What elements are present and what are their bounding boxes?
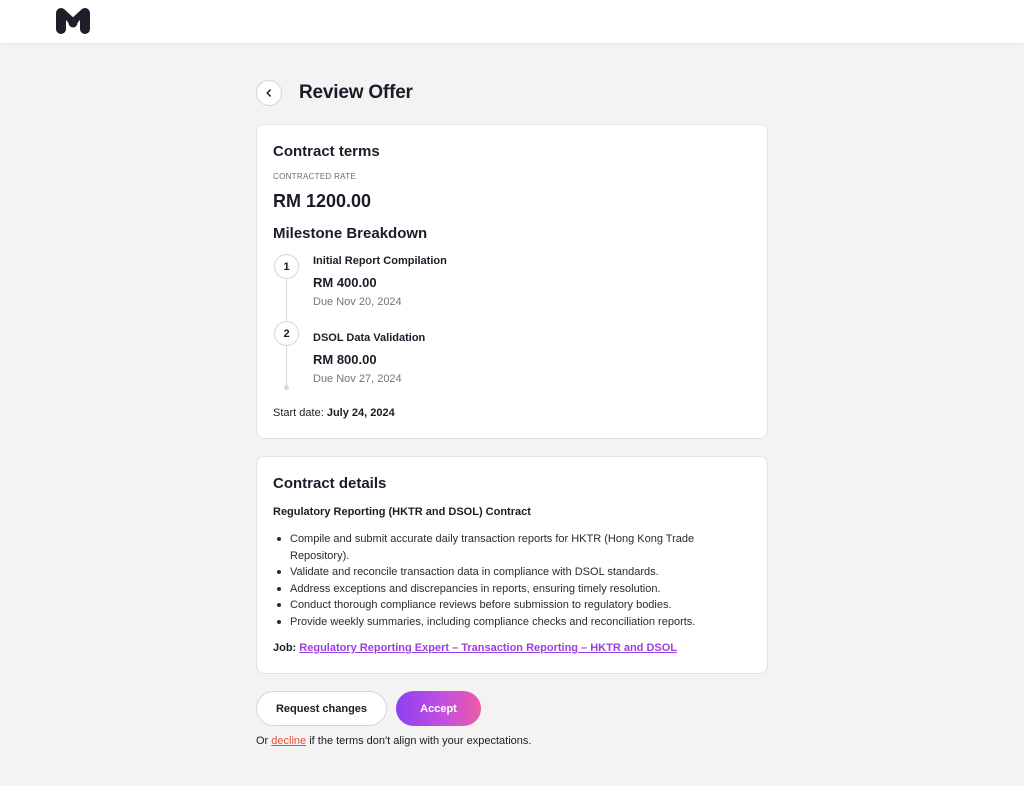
milestone-due-date: Due Nov 20, 2024	[313, 296, 402, 308]
list-item: Conduct thorough compliance reviews before submission to regulatory bodies.	[290, 597, 730, 614]
contract-name: Regulatory Reporting (HKTR and DSOL) Contract	[273, 506, 531, 518]
contract-details-title: Contract details	[273, 475, 387, 492]
milestone-number-badge: 1	[274, 254, 299, 279]
contract-terms-card	[256, 124, 768, 439]
list-item: Compile and submit accurate daily transaction reports for HKTR (Hong Kong Trade Repository).	[290, 531, 730, 564]
start-date	[273, 407, 395, 419]
start-date-label: Start date:	[273, 407, 324, 419]
accept-button[interactable]: Accept	[396, 691, 481, 726]
job-link[interactable]: Regulatory Reporting Expert – Transaction Reporting – HKTR and DSOL	[299, 642, 678, 654]
decline-suffix: if the terms don't align with your expectations.	[309, 735, 532, 747]
decline-prefix: Or	[256, 735, 269, 747]
page-header	[256, 80, 413, 106]
job-label: Job:	[273, 642, 297, 654]
milestone-due-date: Due Nov 27, 2024	[313, 373, 402, 385]
milestone-amount: RM 400.00	[313, 275, 377, 290]
contract-terms-title: Contract terms	[273, 143, 380, 160]
milestone-name: Initial Report Compilation	[313, 255, 447, 267]
list-item: Provide weekly summaries, including compliance checks and reconciliation reports.	[290, 614, 730, 631]
list-item: Address exceptions and discrepancies in reports, ensuring timely resolution.	[290, 581, 730, 598]
logo-icon[interactable]	[56, 7, 90, 35]
milestone-name: DSOL Data Validation	[313, 332, 426, 344]
back-button[interactable]	[256, 80, 282, 106]
chevron-left-icon	[264, 88, 274, 98]
milestone-number-badge: 2	[274, 321, 299, 346]
decline-note	[256, 735, 531, 747]
decline-link[interactable]: decline	[271, 735, 307, 747]
top-bar	[0, 0, 1024, 43]
milestone-end-dot	[284, 385, 289, 390]
contract-details-card	[256, 456, 768, 674]
responsibilities-list	[290, 531, 730, 630]
start-date-value: July 24, 2024	[326, 407, 395, 419]
job-line	[273, 642, 677, 654]
page-title: Review Offer	[299, 82, 413, 103]
rate-value: RM 1200.00	[273, 191, 372, 211]
rate-label: CONTRACTED RATE	[273, 172, 357, 181]
list-item: Validate and reconcile transaction data in compliance with DSOL standards.	[290, 564, 730, 581]
milestone-breakdown-title: Milestone Breakdown	[273, 225, 428, 242]
milestone-amount: RM 800.00	[313, 352, 377, 367]
milestone-connector	[286, 346, 287, 388]
request-changes-button[interactable]: Request changes	[256, 691, 387, 726]
milestone-connector	[286, 279, 287, 321]
